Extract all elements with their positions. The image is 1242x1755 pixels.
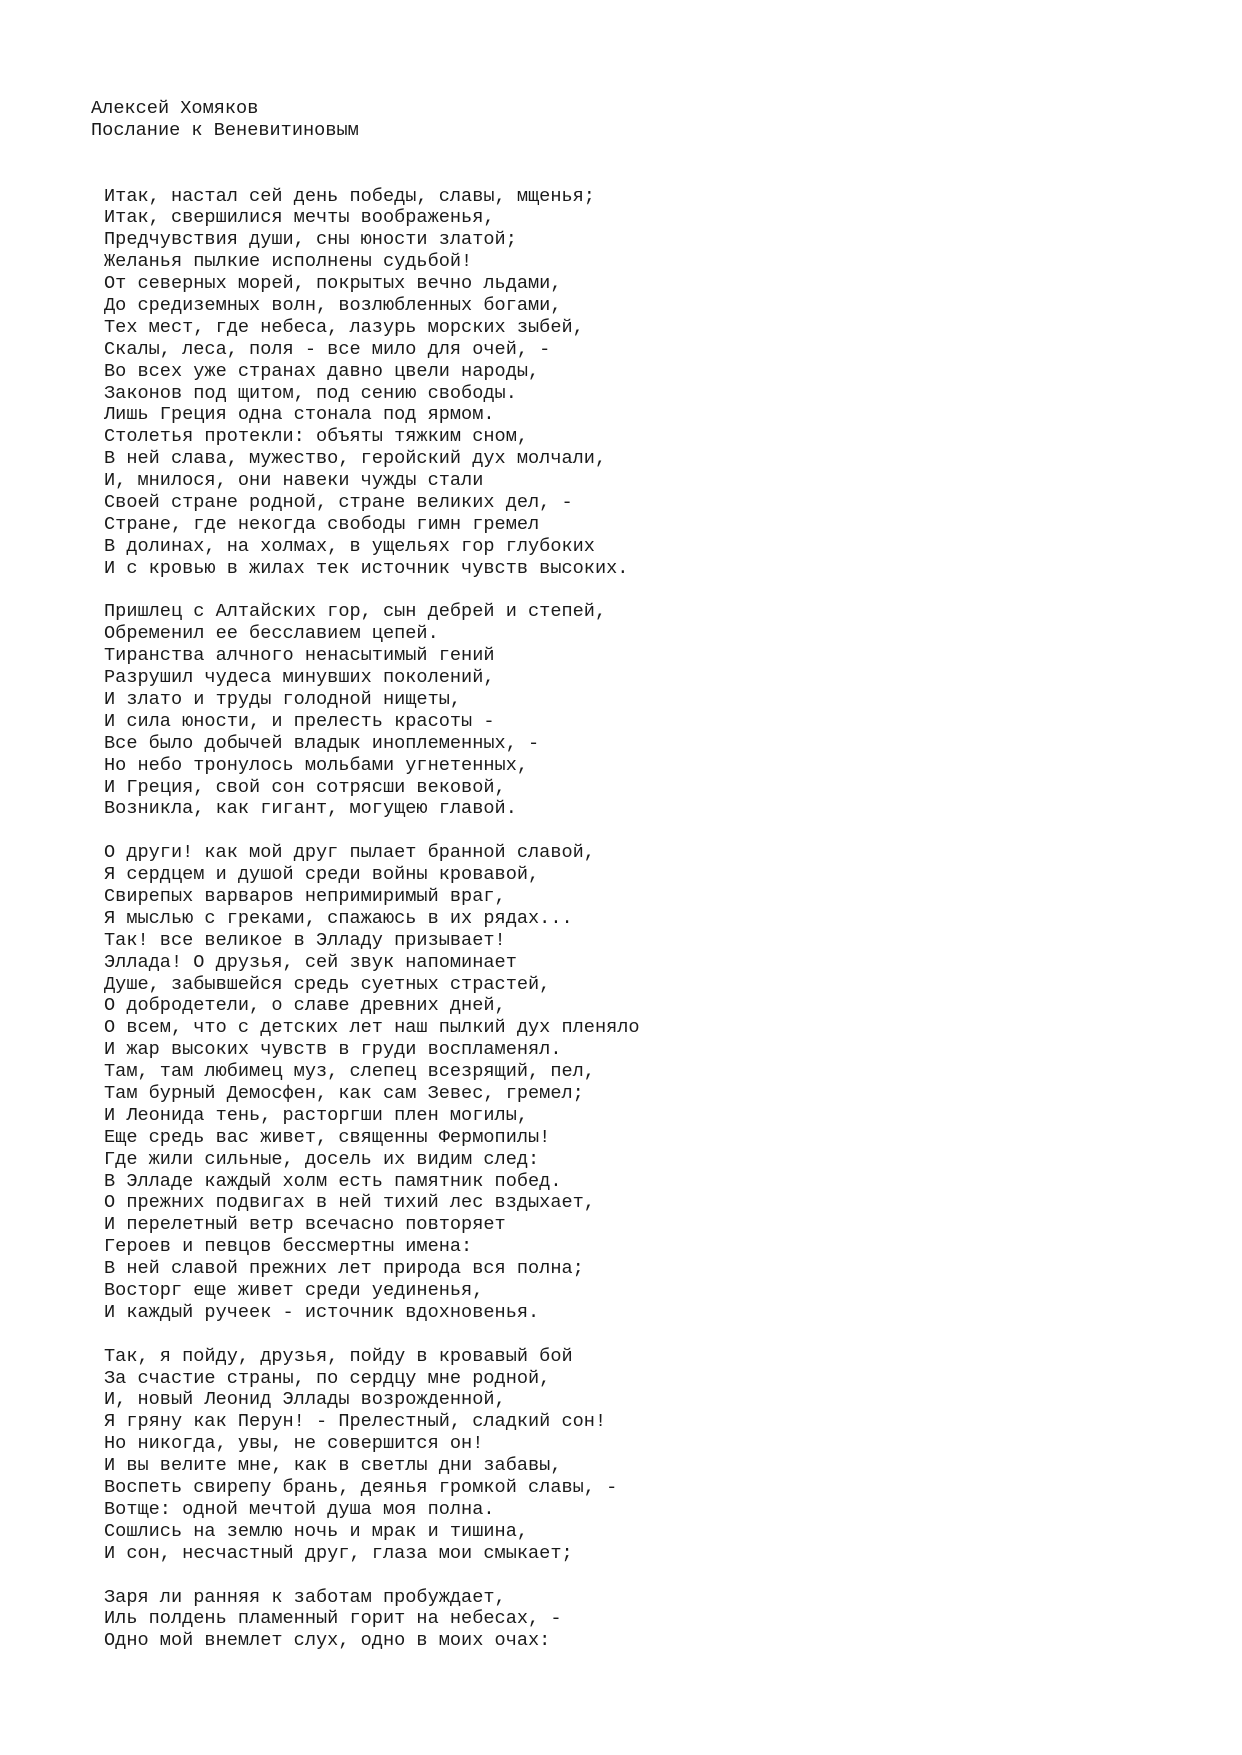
verse-line: Я сердцем и душой среди войны кровавой, bbox=[104, 864, 540, 886]
verse-line: И, мнилося, они навеки чужды стали bbox=[104, 470, 484, 492]
stanza bbox=[104, 1587, 640, 1653]
verse-line: Восторг еще живет среди уединенья, bbox=[104, 1280, 484, 1302]
verse-line: И, новый Леонид Эллады возрожденной, bbox=[104, 1389, 506, 1411]
verse-line: О всем, что с детских лет наш пылкий дух пленяло bbox=[104, 1017, 640, 1039]
verse-line: Стране, где некогда свободы гимн гремел bbox=[104, 513, 540, 535]
verse-line: В ней славой прежних лет природа вся полна; bbox=[104, 1258, 584, 1280]
verse-line: Тиранства алчного ненасытимый гений bbox=[104, 645, 495, 667]
verse-line: В ней слава, мужество, геройский дух молчали, bbox=[104, 448, 607, 470]
stanza bbox=[104, 842, 640, 1324]
verse-line: Возникла, как гигант, могущею главой. bbox=[104, 798, 517, 820]
verse-line: Заря ли ранняя к заботам пробуждает, bbox=[104, 1586, 506, 1608]
verse-line: Но небо тронулось мольбами угнетенных, bbox=[104, 754, 529, 776]
verse-line: И сила юности, и прелесть красоты - bbox=[104, 710, 495, 732]
verse-line: Тех мест, где небеса, лазурь морских зыбей, bbox=[104, 316, 584, 338]
verse-line: Еще средь вас живет, священны Фермопилы! bbox=[104, 1126, 551, 1148]
verse-line: Но никогда, увы, не совершится он! bbox=[104, 1433, 484, 1455]
verse-line: Так, я пойду, друзья, пойду в кровавый бой bbox=[104, 1345, 573, 1367]
verse-line: От северных морей, покрытых вечно льдами, bbox=[104, 273, 562, 295]
verse-line: Законов под щитом, под сению свободы. bbox=[104, 382, 517, 404]
verse-line: Я мыслью с греками, спажаюсь в их рядах... bbox=[104, 907, 573, 929]
verse-line: Вотще: одной мечтой душа моя полна. bbox=[104, 1498, 495, 1520]
verse-line: Все было добычей владык иноплеменных, - bbox=[104, 732, 540, 754]
verse-line: И жар высоких чувств в груди воспламенял. bbox=[104, 1039, 562, 1061]
verse-line: Во всех уже странах давно цвели народы, bbox=[104, 360, 540, 382]
poem-body bbox=[104, 186, 640, 1675]
verse-line: Итак, настал сей день победы, славы, мщенья; bbox=[104, 185, 595, 207]
verse-line: Пришлец с Алтайских гор, сын дебрей и степей, bbox=[104, 601, 607, 623]
verse-line: И вы велите мне, как в светлы дни забавы, bbox=[104, 1455, 562, 1477]
verse-line: Предчувствия души, сны юности златой; bbox=[104, 229, 517, 251]
verse-line: Своей стране родной, стране великих дел, - bbox=[104, 491, 573, 513]
verse-line: Героев и певцов бессмертны имена: bbox=[104, 1236, 473, 1258]
stanza bbox=[104, 1346, 640, 1565]
poem-title: Послание к Веневитиновым bbox=[91, 119, 359, 141]
verse-line: Эллада! О друзья, сей звук напоминает bbox=[104, 951, 517, 973]
verse-line: И сон, несчастный друг, глаза мои смыкает; bbox=[104, 1542, 573, 1564]
verse-line: В Элладе каждый холм есть памятник побед. bbox=[104, 1170, 562, 1192]
verse-line: Итак, свершилися мечты воображенья, bbox=[104, 207, 495, 229]
verse-line: В долинах, на холмах, в ущельях гор глубоких bbox=[104, 535, 595, 557]
verse-line: Где жили сильные, досель их видим след: bbox=[104, 1148, 540, 1170]
verse-line: О прежних подвигах в ней тихий лес вздыхает, bbox=[104, 1192, 595, 1214]
verse-line: Скалы, леса, поля - все мило для очей, - bbox=[104, 338, 551, 360]
verse-line: Одно мой внемлет слух, одно в моих очах: bbox=[104, 1630, 551, 1652]
verse-line: И с кровью в жилах тек источник чувств высоких. bbox=[104, 557, 629, 579]
verse-line: Иль полдень пламенный горит на небесах, - bbox=[104, 1608, 562, 1630]
verse-line: Обременил ее бесславием цепей. bbox=[104, 623, 439, 645]
verse-line: Сошлись на землю ночь и мрак и тишина, bbox=[104, 1520, 529, 1542]
verse-line: За счастие страны, по сердцу мне родной, bbox=[104, 1367, 551, 1389]
verse-line: Разрушил чудеса минувших поколений, bbox=[104, 667, 495, 689]
verse-line: О други! как мой друг пылает бранной славой, bbox=[104, 842, 595, 864]
verse-line: Там бурный Демосфен, как сам Зевес, гремел; bbox=[104, 1083, 584, 1105]
verse-line: И Леонида тень, расторгши плен могилы, bbox=[104, 1104, 529, 1126]
verse-line: До средиземных волн, возлюбленных богами, bbox=[104, 294, 562, 316]
verse-line: Желанья пылкие исполнены судьбой! bbox=[104, 251, 473, 273]
verse-line: И злато и труды голодной нищеты, bbox=[104, 688, 462, 710]
verse-line: Душе, забывшейся средь суетных страстей, bbox=[104, 973, 551, 995]
verse-line: Лишь Греция одна стонала под ярмом. bbox=[104, 404, 495, 426]
verse-line: Так! все великое в Элладу призывает! bbox=[104, 929, 506, 951]
verse-line: И каждый ручеек - источник вдохновенья. bbox=[104, 1301, 540, 1323]
document-header bbox=[91, 98, 359, 142]
verse-line: Столетья протекли: объяты тяжким сном, bbox=[104, 426, 529, 448]
verse-line: И перелетный ветр всечасно повторяет bbox=[104, 1214, 506, 1236]
verse-line: Свирепых варваров непримиримый враг, bbox=[104, 886, 506, 907]
verse-line: Там, там любимец муз, слепец всезрящий, пел, bbox=[104, 1061, 595, 1083]
verse-line: Воспеть свирепу брань, деянья громкой славы, - bbox=[104, 1477, 618, 1499]
verse-line: О добродетели, о славе древних дней, bbox=[104, 995, 506, 1017]
verse-line: И Греция, свой сон сотрясши вековой, bbox=[104, 776, 506, 798]
verse-line: Я гряну как Перун! - Прелестный, сладкий сон! bbox=[104, 1411, 607, 1433]
stanza bbox=[104, 186, 640, 580]
stanza bbox=[104, 601, 640, 820]
author-name: Алексей Хомяков bbox=[91, 98, 259, 119]
